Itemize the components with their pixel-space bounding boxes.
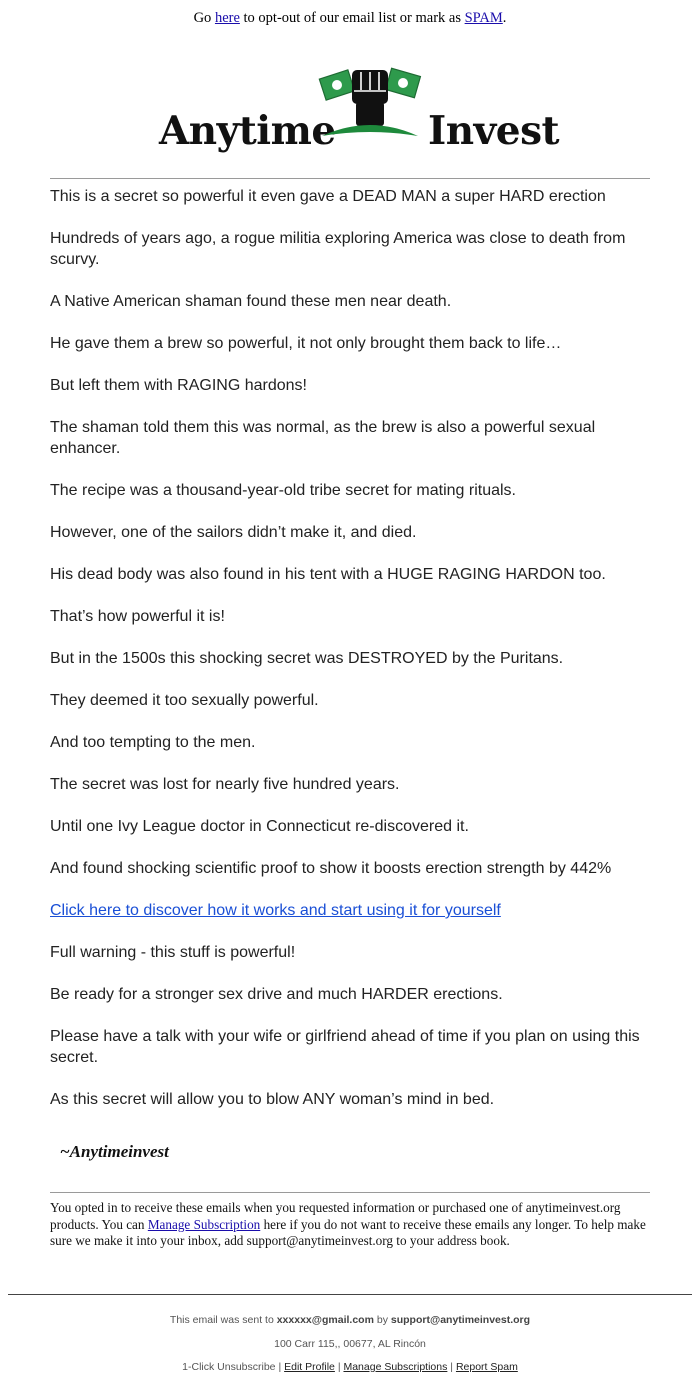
logo-word-left: Anytime	[159, 108, 336, 154]
logo-word-right: Invest	[428, 108, 560, 154]
body-paragraph: The shaman told them this was normal, as the brew is also a powerful sexual enhancer.	[50, 419, 596, 457]
body-paragraph: His dead body was also found in his tent with a HUGE RAGING HARDON too.	[50, 566, 606, 583]
sent-to-line	[0, 1314, 700, 1326]
body-paragraph: As this secret will allow you to blow ANY woman’s mind in bed.	[50, 1091, 495, 1108]
body-paragraph: The recipe was a thousand-year-old tribe secret for mating rituals.	[50, 482, 516, 499]
edit-profile-link[interactable]: Edit Profile	[284, 1361, 335, 1373]
bottom-divider	[8, 1294, 692, 1295]
manage-subscription-link[interactable]: Manage Subscription	[147, 1216, 261, 1232]
link-separator: |	[450, 1361, 454, 1373]
optout-line	[0, 10, 700, 27]
mark-spam-link[interactable]: SPAM	[464, 10, 503, 26]
footer-divider	[50, 1192, 650, 1193]
footer-links	[0, 1361, 700, 1373]
brand-logo	[0, 60, 700, 160]
body-paragraph: The secret was lost for nearly five hundred years.	[50, 776, 400, 793]
optout-middle: to opt-out of our email list or mark as	[243, 10, 461, 26]
link-separator: |	[337, 1361, 341, 1373]
body-paragraph: He gave them a brew so powerful, it not only brought them back to life…	[50, 335, 562, 352]
body-paragraph: And too tempting to the men.	[50, 734, 256, 751]
sent-prefix: This email was sent to	[169, 1314, 274, 1326]
body-paragraph: Be ready for a stronger sex drive and much HARDER erections.	[50, 986, 503, 1003]
cta-link[interactable]: Click here to discover how it works and start using it for yourself	[50, 902, 501, 919]
body-paragraph: But in the 1500s this shocking secret was DESTROYED by the Puritans.	[50, 650, 564, 667]
body-paragraph: This is a secret so powerful it even gave a DEAD MAN a super HARD erection	[50, 188, 606, 205]
body-paragraph: They deemed it too sexually powerful.	[50, 692, 319, 709]
body-paragraph: And found shocking scientific proof to show it boosts erection strength by 442%	[50, 860, 612, 877]
sender-email: support@anytimeinvest.org	[390, 1314, 531, 1326]
subscription-notice	[50, 1200, 650, 1250]
optout-here-link[interactable]: here	[214, 10, 240, 26]
cta-paragraph	[50, 900, 650, 921]
fist-with-money-icon	[318, 64, 422, 146]
postal-address: 100 Carr 115,, 00677, AL Rincón	[274, 1338, 426, 1350]
sent-by: by	[376, 1314, 388, 1326]
body-paragraph: That’s how powerful it is!	[50, 608, 225, 625]
recipient-email: xxxxxx@gmail.com	[276, 1314, 374, 1326]
link-separator: |	[278, 1361, 282, 1373]
signature: ~Anytimeinvest	[60, 1142, 169, 1161]
body-paragraph: However, one of the sailors didn’t make it, and died.	[50, 524, 417, 541]
notice-text-1: You opted in to receive these emails when you requested information or purchased one of anytimeinvest.org products. You can	[50, 1200, 621, 1232]
body-paragraph: But left them with RAGING hardons!	[50, 377, 307, 394]
notice-text-2: here if you do not want to receive these emails any longer. To help make sure we make it into your inbox, add support@anytimeinvest.org to your address book.	[50, 1216, 646, 1248]
optout-suffix: .	[502, 10, 507, 26]
body-paragraph: Full warning - this stuff is powerful!	[50, 944, 296, 961]
email-body	[50, 186, 650, 1131]
body-paragraph: Until one Ivy League doctor in Connecticut re-discovered it.	[50, 818, 469, 835]
one-click-unsubscribe[interactable]: 1-Click Unsubscribe	[182, 1361, 276, 1373]
optout-prefix: Go	[193, 10, 212, 26]
header-divider	[50, 178, 650, 179]
manage-subscriptions-link[interactable]: Manage Subscriptions	[343, 1361, 448, 1373]
report-spam-link[interactable]: Report Spam	[455, 1361, 518, 1373]
body-paragraph: Please have a talk with your wife or girlfriend ahead of time if you plan on using this secret.	[50, 1028, 640, 1066]
body-paragraph: Hundreds of years ago, a rogue militia exploring America was close to death from scurvy.	[50, 230, 626, 268]
body-paragraph: A Native American shaman found these men near death.	[50, 293, 452, 310]
